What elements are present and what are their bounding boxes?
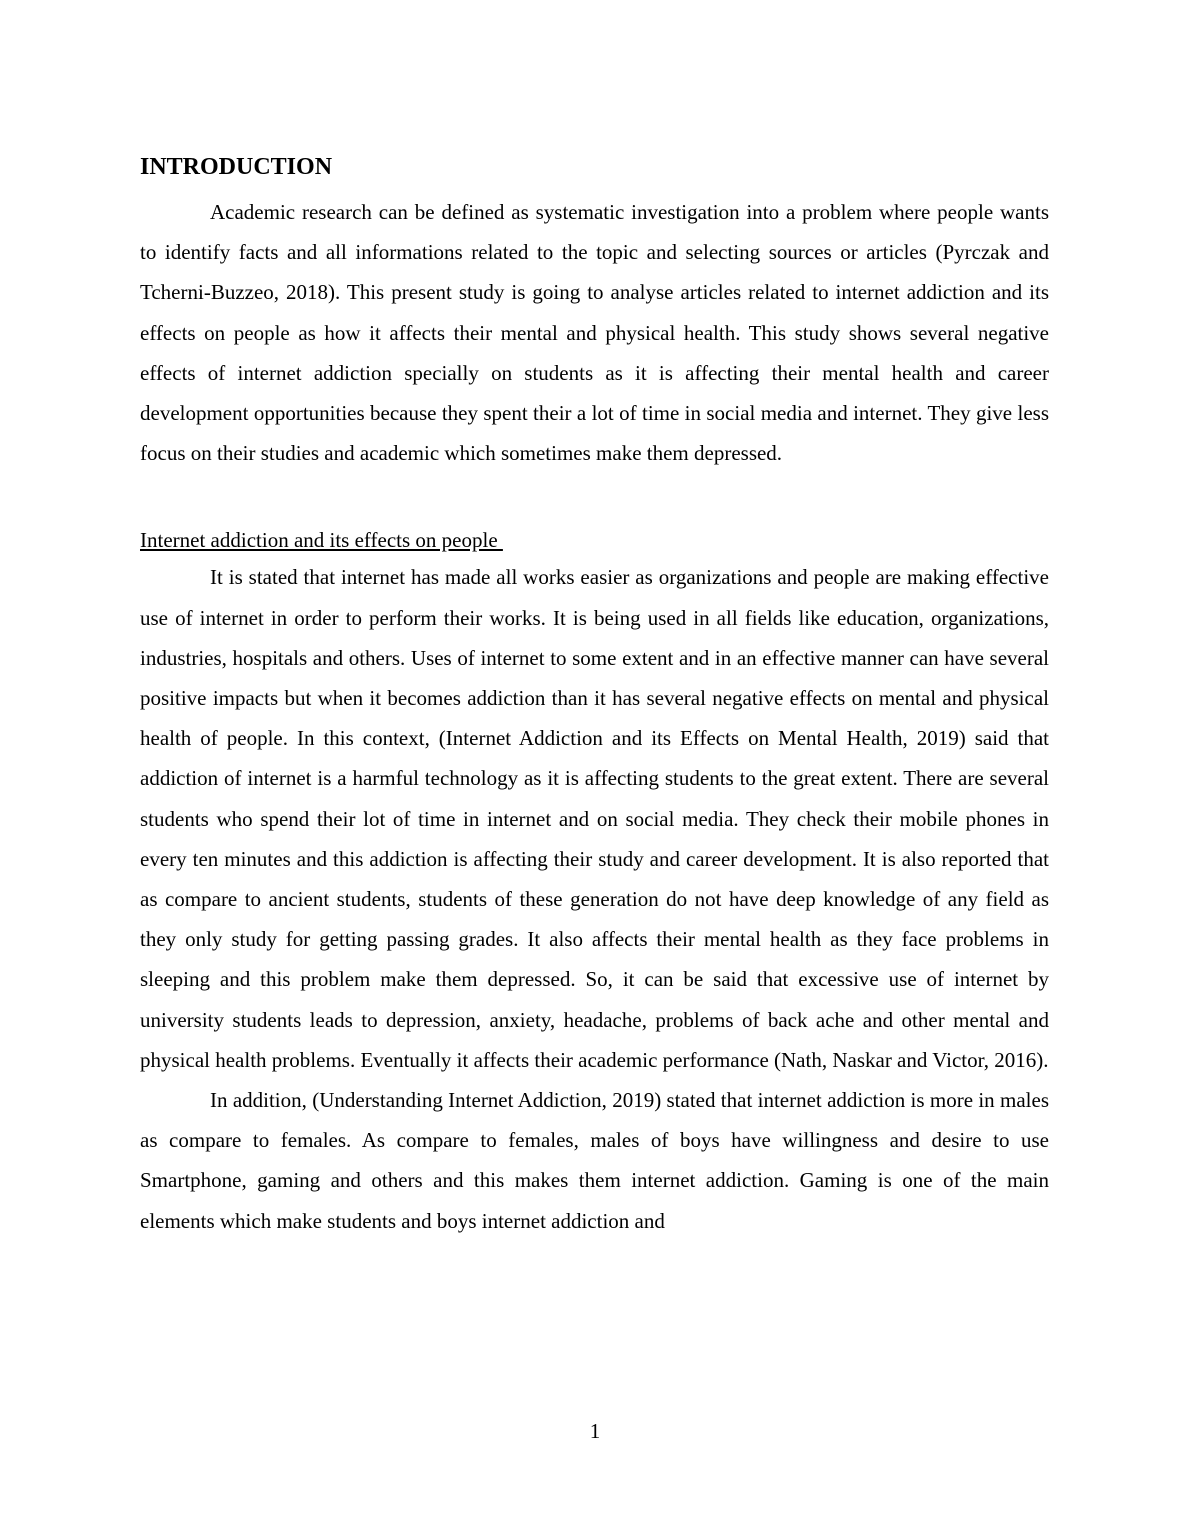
page-number: 1 <box>589 1419 601 1443</box>
body-paragraph-2: It is stated that internet has made all works easier as organizations and people are making effective use of internet in order to perform their works. It is being used in all fields like education, organizations, industries, hospitals and others. Uses of internet to some extent and in an effective manner can have several positive impacts but when it becomes addiction than it has several negative effects on mental and physical health of people. In this context, (Internet Addiction and its Effects on Mental Health, 2019) said that addiction of internet is a harmful technology as it is affecting students to the great extent. There are several students who spend their lot of time in internet and on social media. They check their mobile phones in every ten minutes and this addiction is affecting their study and career development. It is also reported that as compare to ancient students, students of these generation do not have deep knowledge of any field as they only study for getting passing grades. It also affects their mental health as they face problems in sleeping and this problem make them depressed. So, it can be said that excessive use of internet by university students leads to depression, anxiety, headache, problems of back ache and other mental and physical health problems. Eventually it affects their academic performance (Nath, Naskar and Victor, 2016). <box>140 565 1049 1072</box>
intro-paragraph: Academic research can be defined as systematic investigation into a problem where people wants to identify facts and all informations related to the topic and selecting sources or articles (Pyrczak and Tcherni-Buzzeo, 2018). This present study is going to analyse articles related to internet addiction and its effects on people as how it affects their mental and physical health. This study shows several negative effects of internet addiction specially on students as it is affecting their mental health and career development opportunities because they spent their a lot of time in social media and internet. They give less focus on their studies and academic which sometimes make them depressed. <box>140 200 1049 466</box>
section-heading-introduction: INTRODUCTION <box>140 154 333 180</box>
page-content <box>140 150 1049 1241</box>
body-paragraph-3: In addition, (Understanding Internet Addiction, 2019) stated that internet addiction is more in males as compare to females. As compare to females, males of boys have willingness and desire to use Smartphone, gaming and others and this makes them internet addiction. Gaming is one of the main elements which make students and boys internet addiction and <box>140 1088 1049 1233</box>
subheading-internet-addiction: Internet addiction and its effects on people <box>140 528 503 553</box>
paragraph-spacer <box>140 473 1049 525</box>
